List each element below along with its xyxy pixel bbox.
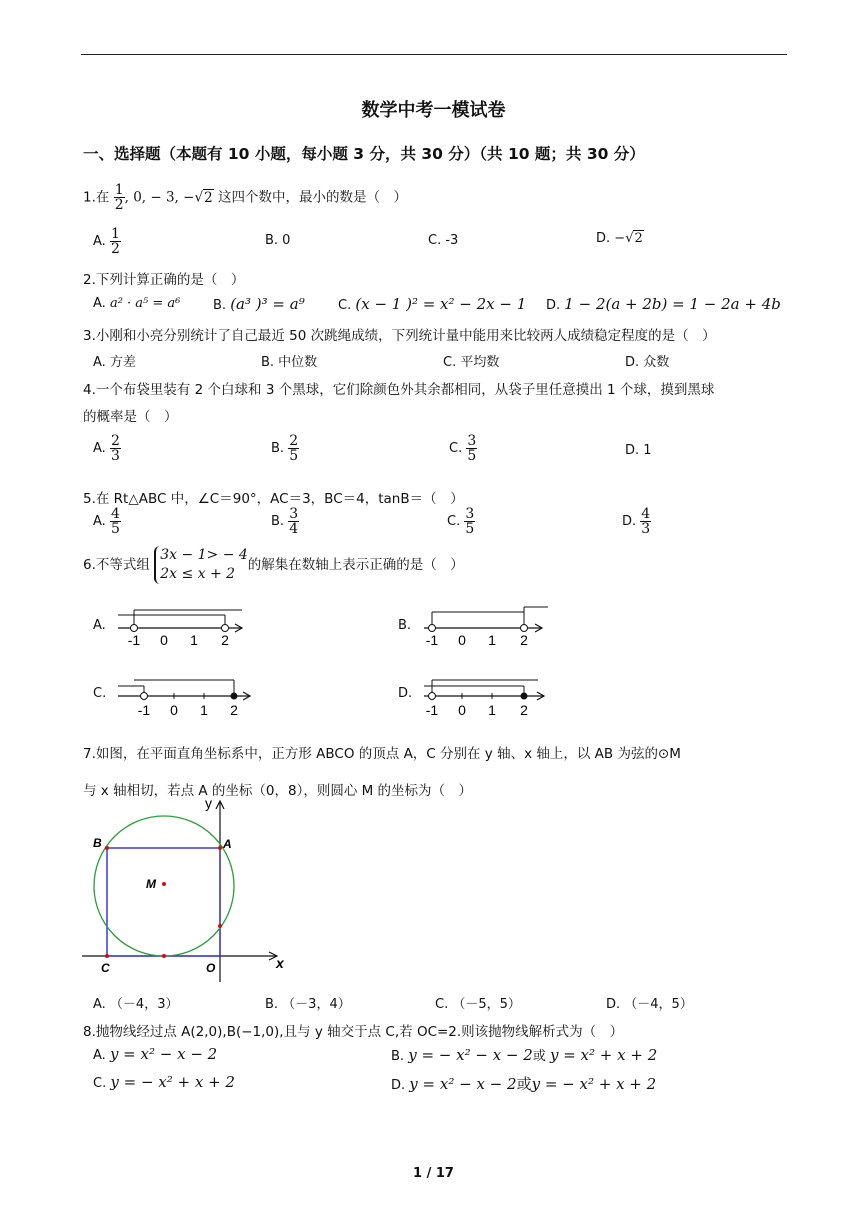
- label-b: B: [93, 836, 102, 850]
- q7-geometry-figure: [80, 792, 290, 984]
- point-a: [218, 846, 222, 850]
- q6-number-line-b[interactable]: [418, 600, 558, 650]
- q3-option-a[interactable]: A. 方差: [93, 355, 136, 370]
- question-2: 2.下列计算正确的是（ ）: [83, 272, 245, 288]
- tick-label: 0: [458, 702, 466, 718]
- q1-suffix: 这四个数中，最小的数是（ ）: [217, 189, 407, 206]
- label-o: O: [206, 961, 216, 975]
- q3-option-b[interactable]: B. 中位数: [261, 355, 318, 370]
- q6-option-d-label[interactable]: D.: [398, 686, 413, 701]
- inequality-system: 3x − 1> − 4 2x ≤ x + 2: [154, 546, 248, 584]
- q6-number-line-c[interactable]: [112, 668, 257, 720]
- question-5: 5.在 Rt△ABC 中，∠C＝90°，AC＝3，BC＝4，tanB＝（ ）: [83, 491, 464, 507]
- question-4-line-2: 的概率是（ ）: [83, 409, 178, 425]
- tick-label: 1: [488, 632, 496, 648]
- q6-number-line-d[interactable]: [418, 668, 558, 720]
- page-number: 1 / 17: [413, 1166, 454, 1181]
- q6-number-line-a[interactable]: [112, 600, 252, 650]
- q1-prefix: 1.在: [83, 189, 110, 206]
- tick-label: 1: [488, 702, 496, 718]
- question-7-line-1: 7.如图，在平面直角坐标系中，正方形 ABCO 的顶点 A，C 分别在 y 轴、x 轴上，以 AB 为弦的⊙M: [83, 746, 681, 762]
- center-point-m: [162, 882, 166, 886]
- q7-option-c[interactable]: C. （－5，5）: [435, 997, 521, 1012]
- label-a: A: [223, 837, 232, 851]
- q7-option-d[interactable]: D. （－4，5）: [606, 997, 693, 1012]
- q1-option-c[interactable]: C. -3: [428, 233, 459, 248]
- point-b: [105, 846, 109, 850]
- q2-option-b[interactable]: B. (a³ )³ = a⁹: [213, 295, 305, 313]
- q1-numbers: , 0, − 3, −: [124, 189, 195, 206]
- q3-option-d[interactable]: D. 众数: [625, 355, 670, 370]
- q2-option-c[interactable]: C. (x − 1 )² = x² − 2x − 1: [338, 295, 527, 313]
- point-c: [105, 954, 109, 958]
- q3-option-c[interactable]: C. 平均数: [443, 355, 500, 370]
- label-c: C: [101, 961, 110, 975]
- tick-label: -1: [425, 632, 439, 648]
- tick-label: 0: [458, 632, 466, 648]
- q4-option-b[interactable]: B. $\frac{2}{5}$: [271, 433, 299, 464]
- q1-option-d[interactable]: D. −√2: [596, 231, 643, 246]
- q8-option-a[interactable]: A. y = x² − x − 2: [93, 1045, 218, 1063]
- question-4-line-1: 4.一个布袋里装有 2 个白球和 3 个黑球，它们除颜色外其余都相同，从袋子里任意摸出 1 个球，摸到黑球: [83, 382, 715, 398]
- q5-option-d[interactable]: D. $\frac{4}{3}$: [622, 506, 651, 537]
- q4-option-d[interactable]: D. 1: [625, 443, 652, 458]
- question-6: 6.不等式组 3x − 1> − 4 2x ≤ x + 2 的解集在数轴上表示正确的是（ ）: [83, 547, 464, 582]
- q1-option-a[interactable]: A. $\frac{1}{2}$: [93, 226, 120, 257]
- tick-label: 1: [190, 632, 198, 648]
- tick-label: 2: [520, 702, 528, 718]
- tick-label: 1: [200, 702, 208, 718]
- tick-label: -1: [127, 632, 141, 648]
- q1-fraction: $\frac{1}{2}$: [114, 182, 124, 213]
- label-m: M: [146, 877, 156, 891]
- question-8: 8.抛物线经过点 A(2,0),B(−1,0),且与 y 轴交于点 C,若 OC=2.则该抛物线解析式为（ ）: [83, 1024, 624, 1040]
- tick-label: 2: [221, 632, 229, 648]
- q1-sqrt: √2: [194, 189, 213, 206]
- q4-option-a[interactable]: A. $\frac{2}{3}$: [93, 433, 120, 464]
- q7-option-a[interactable]: A. （－4，3）: [93, 997, 179, 1012]
- tick-label: 0: [170, 702, 178, 718]
- q8-option-d[interactable]: D. y = x² − x − 2或y = − x² + x + 2: [391, 1075, 657, 1093]
- q5-option-a[interactable]: A. $\frac{4}{5}$: [93, 506, 120, 537]
- q5-option-b[interactable]: B. $\frac{3}{4}$: [271, 506, 299, 537]
- tick-label: -1: [137, 702, 151, 718]
- y-axis-label: y: [205, 795, 212, 811]
- q6-option-c-label[interactable]: C.: [93, 686, 107, 701]
- q4-option-c[interactable]: C. $\frac{3}{5}$: [449, 433, 477, 464]
- square-abco: [107, 848, 220, 956]
- question-3: 3.小刚和小亮分别统计了自己最近 50 次跳绳成绩，下列统计量中能用来比较两人成绩稳定程度的是（ ）: [83, 328, 716, 344]
- q2-option-a[interactable]: A. a² · a⁵ = a⁶: [93, 296, 181, 311]
- intersection-point: [218, 924, 222, 928]
- tick-label: 0: [160, 632, 168, 648]
- tick-label: 2: [230, 702, 238, 718]
- q8-option-c[interactable]: C. y = − x² + x + 2: [93, 1073, 235, 1091]
- tick-label: -1: [425, 702, 439, 718]
- header-rule: [81, 54, 787, 55]
- q7-option-b[interactable]: B. （－3，4）: [265, 997, 351, 1012]
- tick-label: 2: [520, 632, 528, 648]
- page-title: 数学中考一模试卷: [361, 100, 506, 121]
- q5-option-c[interactable]: C. $\frac{3}{5}$: [447, 506, 475, 537]
- q6-option-b-label[interactable]: B.: [398, 618, 412, 633]
- x-axis-label: x: [276, 955, 284, 971]
- q1-option-b[interactable]: B. 0: [265, 233, 291, 248]
- tangent-point: [162, 954, 166, 958]
- question-7-line-2: 与 x 轴相切，若点 A 的坐标（0，8），则圆心 M 的坐标为（ ）: [83, 783, 473, 799]
- section-heading: 一、选择题（本题有 10 小题，每小题 3 分，共 30 分）（共 10 题；共 30 分）: [83, 145, 645, 163]
- question-1: [83, 183, 407, 212]
- q6-option-a-label[interactable]: A.: [93, 618, 106, 633]
- q8-option-b[interactable]: B. y = − x² − x − 2或 y = x² + x + 2: [391, 1046, 658, 1064]
- q2-option-d[interactable]: D. 1 − 2(a + 2b) = 1 − 2a + 4b: [546, 295, 781, 313]
